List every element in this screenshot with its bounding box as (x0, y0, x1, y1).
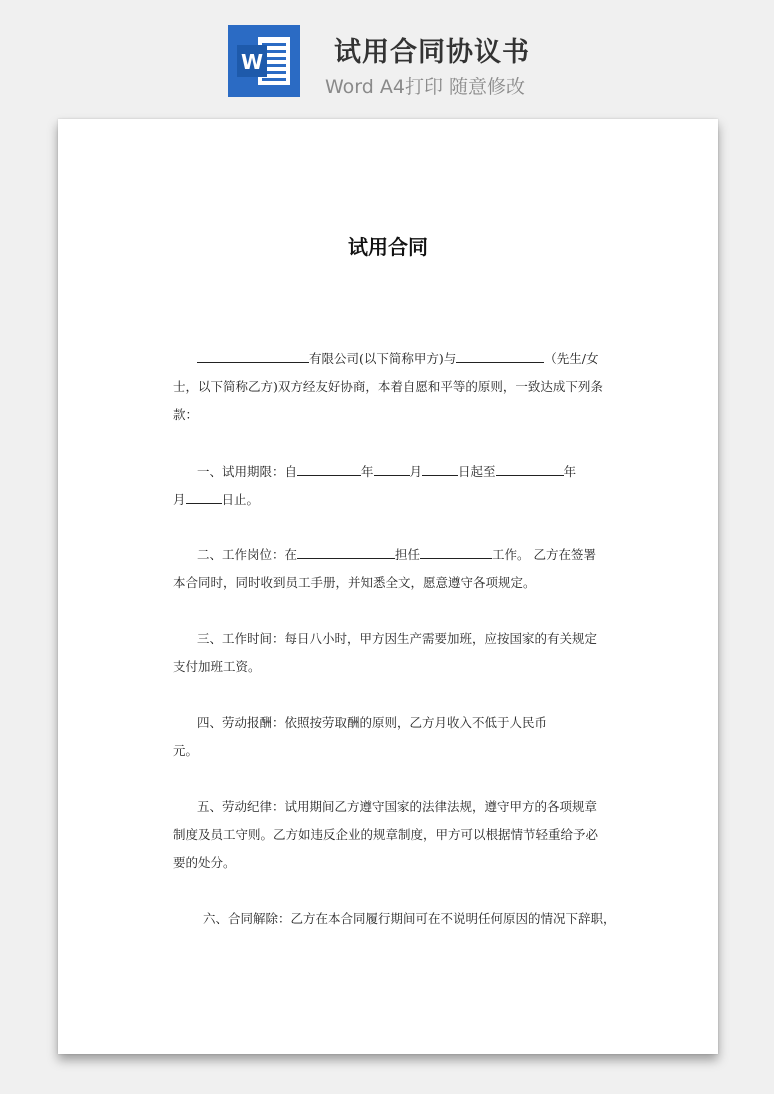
svg-text:W: W (240, 50, 264, 74)
word-icon (228, 25, 300, 97)
clause-position: 二、工作岗位：在 担任 工作。 乙方在签署 (197, 547, 597, 562)
page-subtitle: Word A4打印 随意修改 (325, 76, 526, 98)
clause-intro-line-2: 士，以下简称乙方)双方经友好协商，本着自愿和平等的原则，一致达成下列条 (173, 379, 603, 394)
page-title: 试用合同协议书 (334, 37, 530, 68)
clause-termination: 六、合同解除：乙方在本合同履行期间可在不说明任何原因的情况下辞职， (203, 911, 616, 926)
clause-intro-line-3: 款： (173, 407, 199, 422)
clause-intro-line-1: 有限公司(以下简称甲方)与 （先生/女 (173, 349, 598, 367)
clause-working-hours: 三、工作时间：每日八小时，甲方因生产需要加班，应按国家的有关规定 (197, 631, 598, 646)
blank-end-month[interactable] (186, 490, 222, 504)
blank-start-month[interactable] (374, 462, 410, 476)
header (0, 0, 774, 110)
document-page (58, 119, 718, 1054)
blank-start-day[interactable] (422, 462, 458, 476)
clause-probation-period: 一、试用期限：自 年 月 日起至 年 (197, 464, 577, 479)
clause-probation-period-line-2: 月 日止。 (173, 492, 260, 507)
watermark (94, 462, 173, 532)
blank-start-year[interactable] (297, 462, 361, 476)
clause-discipline: 五、劳动纪律：试用期间乙方遵守国家的法律法规，遵守甲方的各项规章 (197, 799, 598, 814)
clause-remuneration-line-2: 元。 (173, 743, 199, 758)
blank-job-title[interactable] (420, 545, 492, 559)
clause-position-line-2: 本合同时，同时收到员工手册，并知悉全文，愿意遵守各项规定。 (173, 575, 536, 590)
blank-end-year[interactable] (496, 462, 564, 476)
clause-discipline-line-2: 制度及员工守则。乙方如违反企业的规章制度，甲方可以根据情节轻重给予必 (173, 827, 599, 842)
clause-discipline-line-3: 要的处分。 (173, 855, 236, 870)
document-title: 试用合同 (348, 235, 428, 259)
blank-company-name[interactable] (197, 349, 309, 363)
clause-remuneration: 四、劳动报酬：依照按劳取酬的原则，乙方月收入不低于人民币 (197, 715, 548, 730)
blank-employee-name[interactable] (456, 349, 544, 363)
blank-department[interactable] (297, 545, 395, 559)
clause-working-hours-line-2: 支付加班工资。 (173, 659, 261, 674)
